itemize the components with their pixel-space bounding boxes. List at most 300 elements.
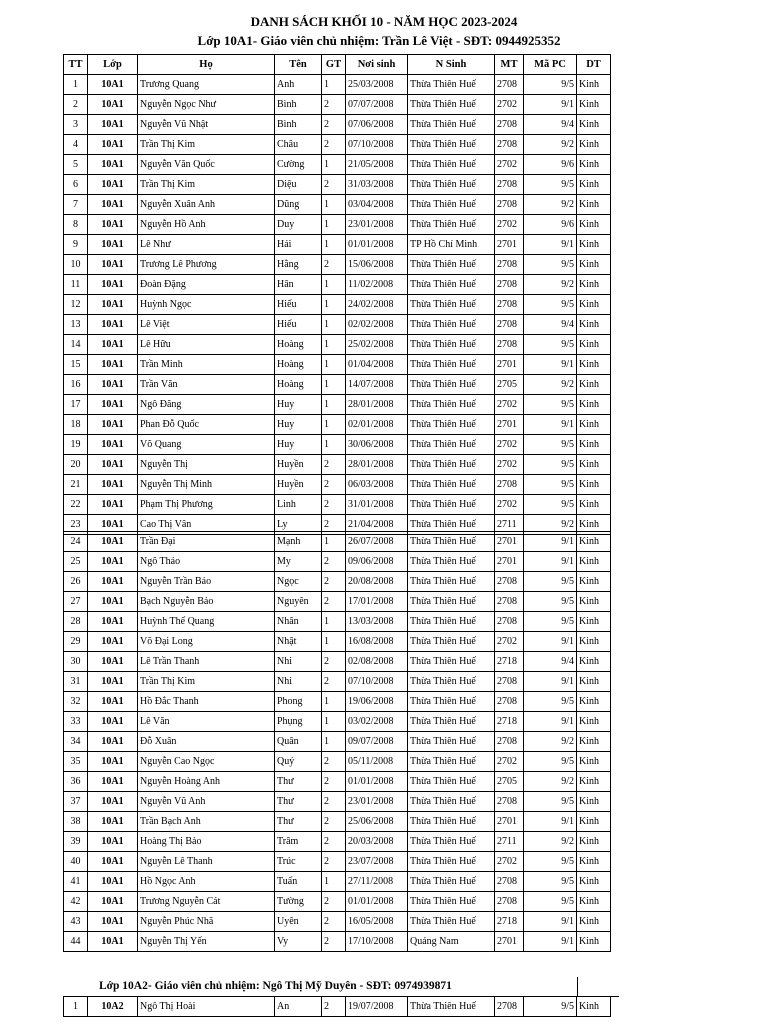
cell-dt: Kinh (577, 395, 611, 415)
cell-ho: Trần Thị Kim (138, 672, 275, 692)
cell-lop: 10A1 (88, 812, 138, 832)
cell-tt: 20 (64, 455, 88, 475)
cell-tt: 18 (64, 415, 88, 435)
cell-lop: 10A1 (88, 515, 138, 535)
cell-mt: 2708 (495, 135, 524, 155)
cell-dt: Kinh (577, 572, 611, 592)
cell-ma-pc: 9/5 (524, 612, 577, 632)
cell-tt: 44 (64, 932, 88, 952)
cell-tt: 10 (64, 255, 88, 275)
cell-mt: 2701 (495, 415, 524, 435)
cell-lop: 10A1 (88, 772, 138, 792)
cell-mt: 2702 (495, 215, 524, 235)
cell-ma-pc: 9/2 (524, 375, 577, 395)
cell-dt: Kinh (577, 475, 611, 495)
cell-ho: Huỳnh Ngọc (138, 295, 275, 315)
cell-dt: Kinh (577, 997, 611, 1017)
cell-ngay-sinh: 14/07/2008 (346, 375, 408, 395)
cell-noi-sinh: Thừa Thiên Huế (408, 255, 495, 275)
table-row (64, 652, 611, 672)
cell-mt: 2718 (495, 912, 524, 932)
cell-ten: Hiếu (275, 295, 322, 315)
cell-mt: 2708 (495, 692, 524, 712)
table-row (64, 495, 611, 515)
cell-mt: 2708 (495, 892, 524, 912)
cell-lop: 10A1 (88, 692, 138, 712)
cell-ten: Hoàng (275, 355, 322, 375)
cell-dt: Kinh (577, 712, 611, 732)
cell-ma-pc: 9/5 (524, 997, 577, 1017)
cell-ten: Uyên (275, 912, 322, 932)
cell-ma-pc: 9/5 (524, 295, 577, 315)
cell-ten: An (275, 997, 322, 1017)
cell-ho: Nguyễn Vũ Nhật (138, 115, 275, 135)
cell-ngay-sinh: 03/04/2008 (346, 195, 408, 215)
cell-dt: Kinh (577, 772, 611, 792)
cell-ten: Nguyên (275, 592, 322, 612)
cell-ngay-sinh: 02/01/2008 (346, 415, 408, 435)
cell-lop: 10A1 (88, 135, 138, 155)
cell-ma-pc: 9/4 (524, 652, 577, 672)
cell-dt: Kinh (577, 175, 611, 195)
cell-tt: 15 (64, 355, 88, 375)
cell-ten: Phụng (275, 712, 322, 732)
cell-gt: 2 (322, 772, 346, 792)
cell-ngay-sinh: 17/01/2008 (346, 592, 408, 612)
cell-ten: Anh (275, 75, 322, 95)
cell-ho: Trần Thị Kim (138, 135, 275, 155)
cell-ngay-sinh: 23/07/2008 (346, 852, 408, 872)
cell-noi-sinh: Quảng Nam (408, 932, 495, 952)
cell-lop: 10A1 (88, 115, 138, 135)
cell-mt: 2702 (495, 455, 524, 475)
cell-ngay-sinh: 31/03/2008 (346, 175, 408, 195)
cell-ho: Nguyễn Phúc Nhã (138, 912, 275, 932)
cell-ngay-sinh: 20/03/2008 (346, 832, 408, 852)
cell-tt: 17 (64, 395, 88, 415)
table-row (64, 435, 611, 455)
cell-ma-pc: 9/2 (524, 772, 577, 792)
cell-noi-sinh: Thừa Thiên Huế (408, 375, 495, 395)
cell-ten: Ngọc (275, 572, 322, 592)
cell-ma-pc: 9/5 (524, 692, 577, 712)
cell-mt: 2702 (495, 435, 524, 455)
cell-ten: Huyền (275, 475, 322, 495)
cell-gt: 2 (322, 592, 346, 612)
table-row (64, 275, 611, 295)
cell-gt: 2 (322, 572, 346, 592)
cell-gt: 1 (322, 75, 346, 95)
cell-ngay-sinh: 21/05/2008 (346, 155, 408, 175)
cell-mt: 2702 (495, 632, 524, 652)
table-row (64, 612, 611, 632)
cell-ho: Trần Minh (138, 355, 275, 375)
cell-ho: Nguyễn Thị Yến (138, 932, 275, 952)
table-row (64, 872, 611, 892)
table-row (64, 592, 611, 612)
cell-ma-pc: 9/5 (524, 75, 577, 95)
cell-lop: 10A1 (88, 552, 138, 572)
cell-noi-sinh: Thừa Thiên Huế (408, 315, 495, 335)
table-row (64, 355, 611, 375)
table-row (64, 215, 611, 235)
cell-tt: 12 (64, 295, 88, 315)
cell-mt: 2702 (495, 155, 524, 175)
cell-ma-pc: 9/1 (524, 632, 577, 652)
cell-ho: Nguyễn Ngọc Như (138, 95, 275, 115)
cell-mt: 2701 (495, 552, 524, 572)
cell-ho: Phan Đỗ Quốc (138, 415, 275, 435)
table-row (64, 932, 611, 952)
cell-ngay-sinh: 11/02/2008 (346, 275, 408, 295)
cell-ten: Hằng (275, 255, 322, 275)
cell-ma-pc: 9/5 (524, 495, 577, 515)
cell-ten: Tuấn (275, 872, 322, 892)
cell-gt: 2 (322, 752, 346, 772)
cell-noi-sinh: Thừa Thiên Huế (408, 772, 495, 792)
cell-dt: Kinh (577, 752, 611, 772)
cell-lop: 10A2 (88, 997, 138, 1017)
cell-dt: Kinh (577, 515, 611, 535)
cell-mt: 2708 (495, 592, 524, 612)
cell-noi-sinh: Thừa Thiên Huế (408, 892, 495, 912)
cell-lop: 10A1 (88, 495, 138, 515)
cell-ma-pc: 9/1 (524, 532, 577, 552)
cell-ten: Hoàng (275, 335, 322, 355)
cell-lop: 10A1 (88, 752, 138, 772)
cell-lop: 10A1 (88, 892, 138, 912)
cell-ten: Dũng (275, 195, 322, 215)
cell-noi-sinh: Thừa Thiên Huế (408, 912, 495, 932)
cell-noi-sinh: Thừa Thiên Huế (408, 355, 495, 375)
cell-noi-sinh: Thừa Thiên Huế (408, 455, 495, 475)
table-row (64, 912, 611, 932)
cell-mt: 2705 (495, 772, 524, 792)
cell-ho: Phạm Thị Phương (138, 495, 275, 515)
cell-gt: 2 (322, 792, 346, 812)
cell-gt: 1 (322, 732, 346, 752)
cell-mt: 2705 (495, 375, 524, 395)
cell-gt: 1 (322, 295, 346, 315)
cell-lop: 10A1 (88, 832, 138, 852)
cell-dt: Kinh (577, 812, 611, 832)
table-row (64, 335, 611, 355)
cell-mt: 2701 (495, 932, 524, 952)
cell-mt: 2708 (495, 572, 524, 592)
cell-gt: 1 (322, 315, 346, 335)
cell-lop: 10A1 (88, 872, 138, 892)
cell-mt: 2708 (495, 792, 524, 812)
cell-mt: 2702 (495, 95, 524, 115)
cell-tt: 6 (64, 175, 88, 195)
cell-dt: Kinh (577, 912, 611, 932)
cell-dt: Kinh (577, 255, 611, 275)
cell-dt: Kinh (577, 792, 611, 812)
cell-ho: Ngô Thị Hoài (138, 997, 275, 1017)
cell-mt: 2711 (495, 832, 524, 852)
cell-dt: Kinh (577, 632, 611, 652)
cell-ma-pc: 9/5 (524, 752, 577, 772)
cell-lop: 10A1 (88, 375, 138, 395)
cell-tt: 16 (64, 375, 88, 395)
cell-ten: Thư (275, 772, 322, 792)
cell-mt: 2708 (495, 872, 524, 892)
table-row (64, 295, 611, 315)
cell-ngay-sinh: 28/01/2008 (346, 395, 408, 415)
cell-ho: Nguyễn Xuân Anh (138, 195, 275, 215)
table-row (64, 135, 611, 155)
cell-ma-pc: 9/5 (524, 892, 577, 912)
class-10a2-header-row (63, 977, 619, 997)
table-row (64, 455, 611, 475)
cell-gt: 2 (322, 515, 346, 535)
cell-ma-pc: 9/4 (524, 115, 577, 135)
cell-ma-pc: 9/2 (524, 275, 577, 295)
cell-tt: 40 (64, 852, 88, 872)
cell-lop: 10A1 (88, 355, 138, 375)
table-row (64, 892, 611, 912)
cell-ma-pc: 9/1 (524, 415, 577, 435)
cell-noi-sinh: Thừa Thiên Huế (408, 752, 495, 772)
cell-lop: 10A1 (88, 415, 138, 435)
cell-ho: Hồ Ngọc Anh (138, 872, 275, 892)
cell-gt: 1 (322, 532, 346, 552)
cell-ten: Thư (275, 812, 322, 832)
cell-gt: 2 (322, 672, 346, 692)
cell-noi-sinh: Thừa Thiên Huế (408, 532, 495, 552)
cell-ma-pc: 9/5 (524, 592, 577, 612)
cell-ho: Huỳnh Thế Quang (138, 612, 275, 632)
table-row (64, 315, 611, 335)
cell-ho: Ngô Đăng (138, 395, 275, 415)
cell-ho: Nguyễn Văn Quốc (138, 155, 275, 175)
cell-lop: 10A1 (88, 315, 138, 335)
cell-ma-pc: 9/5 (524, 175, 577, 195)
cell-tt: 31 (64, 672, 88, 692)
cell-gt: 1 (322, 435, 346, 455)
cell-gt: 1 (322, 155, 346, 175)
cell-dt: Kinh (577, 275, 611, 295)
cell-dt: Kinh (577, 532, 611, 552)
cell-ten: Bình (275, 115, 322, 135)
cell-tt: 3 (64, 115, 88, 135)
cell-ho: Đỗ Xuân (138, 732, 275, 752)
cell-mt: 2702 (495, 395, 524, 415)
cell-lop: 10A1 (88, 612, 138, 632)
cell-ma-pc: 9/1 (524, 912, 577, 932)
cell-noi-sinh: Thừa Thiên Huế (408, 792, 495, 812)
cell-lop: 10A1 (88, 932, 138, 952)
cell-ngay-sinh: 25/06/2008 (346, 812, 408, 832)
cell-lop: 10A1 (88, 652, 138, 672)
cell-ten: Ly (275, 515, 322, 535)
cell-noi-sinh: Thừa Thiên Huế (408, 435, 495, 455)
cell-noi-sinh: Thừa Thiên Huế (408, 812, 495, 832)
cell-dt: Kinh (577, 295, 611, 315)
cell-ten: Quân (275, 732, 322, 752)
cell-ten: Nhi (275, 672, 322, 692)
cell-ngay-sinh: 19/07/2008 (346, 997, 408, 1017)
cell-gt: 2 (322, 832, 346, 852)
cell-mt: 2701 (495, 812, 524, 832)
cell-dt: Kinh (577, 652, 611, 672)
cell-ten: Tường (275, 892, 322, 912)
cell-ho: Nguyễn Thị (138, 455, 275, 475)
cell-ma-pc: 9/5 (524, 475, 577, 495)
cell-mt: 2701 (495, 235, 524, 255)
cell-ngay-sinh: 07/10/2008 (346, 135, 408, 155)
table-header (63, 54, 611, 75)
cell-ten: Huy (275, 415, 322, 435)
cell-ngay-sinh: 19/06/2008 (346, 692, 408, 712)
col-header-tt: TT (64, 55, 88, 75)
cell-dt: Kinh (577, 435, 611, 455)
cell-lop: 10A1 (88, 235, 138, 255)
cell-dt: Kinh (577, 315, 611, 335)
cell-ho: Lê Văn (138, 712, 275, 732)
cell-ten: Hải (275, 235, 322, 255)
cell-noi-sinh: Thừa Thiên Huế (408, 672, 495, 692)
cell-gt: 1 (322, 395, 346, 415)
cell-ma-pc: 9/4 (524, 315, 577, 335)
cell-tt: 11 (64, 275, 88, 295)
cell-noi-sinh: Thừa Thiên Huế (408, 335, 495, 355)
cell-tt: 8 (64, 215, 88, 235)
cell-lop: 10A1 (88, 455, 138, 475)
cell-gt: 1 (322, 335, 346, 355)
page-title: DANH SÁCH KHỐI 10 - NĂM HỌC 2023-2024 (250, 14, 518, 29)
cell-ho: Võ Quang (138, 435, 275, 455)
table-row (64, 115, 611, 135)
table-row (64, 175, 611, 195)
cell-ho: Trương Lê Phương (138, 255, 275, 275)
cell-lop: 10A1 (88, 395, 138, 415)
cell-tt: 43 (64, 912, 88, 932)
cell-ngay-sinh: 16/05/2008 (346, 912, 408, 932)
col-header-noi-sinh: Nơi sinh (346, 55, 408, 75)
cell-ten: Vy (275, 932, 322, 952)
cell-gt: 1 (322, 355, 346, 375)
cell-gt: 1 (322, 275, 346, 295)
cell-lop: 10A1 (88, 335, 138, 355)
cell-ngay-sinh: 23/01/2008 (346, 792, 408, 812)
col-header-dt: DT (577, 55, 611, 75)
cell-tt: 23 (64, 515, 88, 535)
table-row (64, 852, 611, 872)
cell-ma-pc: 9/5 (524, 395, 577, 415)
table-row (64, 632, 611, 652)
cell-tt: 32 (64, 692, 88, 712)
cell-lop: 10A1 (88, 852, 138, 872)
cell-ten: Hân (275, 275, 322, 295)
cell-ten: Diệu (275, 175, 322, 195)
cell-ngay-sinh: 05/11/2008 (346, 752, 408, 772)
cell-ma-pc: 9/1 (524, 932, 577, 952)
cell-ngay-sinh: 07/07/2008 (346, 95, 408, 115)
cell-noi-sinh: Thừa Thiên Huế (408, 652, 495, 672)
class-10a2-header: Lớp 10A2- Giáo viên chủ nhiệm: Ngô Thị Mỹ Duyên - SĐT: 0974939871 (99, 980, 452, 992)
cell-gt: 1 (322, 692, 346, 712)
cell-mt: 2708 (495, 255, 524, 275)
col-header-ten: Tên (275, 55, 322, 75)
cell-lop: 10A1 (88, 732, 138, 752)
cell-dt: Kinh (577, 692, 611, 712)
cell-dt: Kinh (577, 455, 611, 475)
cell-gt: 2 (322, 997, 346, 1017)
cell-mt: 2708 (495, 195, 524, 215)
cell-ngay-sinh: 31/01/2008 (346, 495, 408, 515)
cell-dt: Kinh (577, 892, 611, 912)
cell-noi-sinh: Thừa Thiên Huế (408, 135, 495, 155)
cell-ma-pc: 9/5 (524, 255, 577, 275)
cell-ngay-sinh: 13/03/2008 (346, 612, 408, 632)
cell-noi-sinh: Thừa Thiên Huế (408, 852, 495, 872)
table-row (64, 772, 611, 792)
cell-gt: 2 (322, 175, 346, 195)
student-table-part1 (63, 74, 611, 535)
cell-ngay-sinh: 21/04/2008 (346, 515, 408, 535)
cell-mt: 2708 (495, 115, 524, 135)
cell-gt: 2 (322, 495, 346, 515)
cell-ho: Lê Như (138, 235, 275, 255)
cell-ho: Lê Việt (138, 315, 275, 335)
cell-ma-pc: 9/5 (524, 435, 577, 455)
cell-tt: 28 (64, 612, 88, 632)
cell-ma-pc: 9/1 (524, 812, 577, 832)
cell-gt: 2 (322, 552, 346, 572)
cell-noi-sinh: Thừa Thiên Huế (408, 495, 495, 515)
cell-ho: Nguyễn Cao Ngọc (138, 752, 275, 772)
cell-ho: Ngô Thảo (138, 552, 275, 572)
cell-lop: 10A1 (88, 672, 138, 692)
cell-mt: 2708 (495, 997, 524, 1017)
cell-noi-sinh: Thừa Thiên Huế (408, 155, 495, 175)
cell-gt: 2 (322, 852, 346, 872)
cell-ho: Võ Đại Long (138, 632, 275, 652)
cell-ten: Thư (275, 792, 322, 812)
cell-ngay-sinh: 25/03/2008 (346, 75, 408, 95)
student-table-10a2 (63, 996, 611, 1017)
cell-ten: Bình (275, 95, 322, 115)
cell-mt: 2718 (495, 652, 524, 672)
table-row (64, 532, 611, 552)
cell-noi-sinh: Thừa Thiên Huế (408, 692, 495, 712)
cell-dt: Kinh (577, 612, 611, 632)
cell-ngay-sinh: 28/01/2008 (346, 455, 408, 475)
cell-divider (577, 977, 578, 996)
cell-gt: 2 (322, 475, 346, 495)
student-table-part2 (63, 531, 611, 952)
cell-ten: Cường (275, 155, 322, 175)
table-row (64, 235, 611, 255)
cell-dt: Kinh (577, 592, 611, 612)
cell-gt: 1 (322, 215, 346, 235)
cell-ho: Trần Bạch Anh (138, 812, 275, 832)
cell-ten: Trúc (275, 852, 322, 872)
cell-lop: 10A1 (88, 195, 138, 215)
cell-tt: 39 (64, 832, 88, 852)
cell-lop: 10A1 (88, 475, 138, 495)
col-header-ho: Họ (138, 55, 275, 75)
cell-ten: Phong (275, 692, 322, 712)
table-row (64, 395, 611, 415)
cell-mt: 2708 (495, 672, 524, 692)
cell-gt: 1 (322, 195, 346, 215)
cell-ho: Nguyễn Vũ Anh (138, 792, 275, 812)
cell-gt: 2 (322, 255, 346, 275)
cell-tt: 19 (64, 435, 88, 455)
cell-tt: 21 (64, 475, 88, 495)
